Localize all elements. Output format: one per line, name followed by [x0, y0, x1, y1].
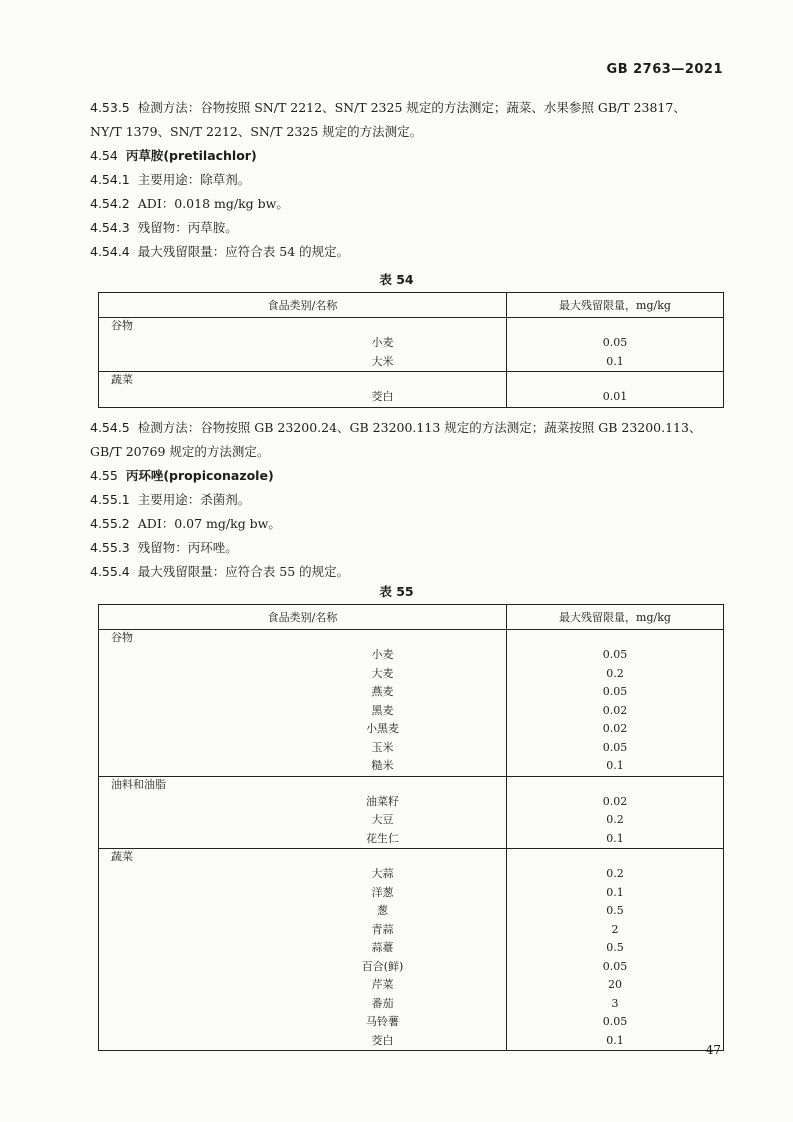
- table-row: [99, 353, 724, 372]
- clause-number: 4.55.1: [90, 492, 130, 507]
- clause-item: [90, 560, 722, 584]
- clause-number: 4.54.4: [90, 244, 130, 259]
- mrl-value: 0.05: [507, 683, 724, 702]
- mrl-value: 0.5: [507, 902, 724, 921]
- table-row: [99, 665, 724, 684]
- clause-item: [90, 240, 722, 264]
- mrl-value: 0.02: [507, 793, 724, 812]
- food-name: 花生仁: [99, 830, 507, 849]
- food-name: 芹菜: [99, 976, 507, 995]
- category-label: 谷物: [99, 318, 507, 335]
- mrl-value: 0.05: [507, 334, 724, 353]
- empty-cell: [507, 776, 724, 793]
- clause-text: 最大残留限量：应符合表 54 的规定。: [137, 244, 350, 259]
- food-name: 大米: [99, 353, 507, 372]
- paragraph-cont: NY/T 1379、SN/T 2212、SN/T 2325 规定的方法测定。: [90, 124, 423, 139]
- clause-number: 4.55.2: [90, 516, 130, 531]
- category-label: 蔬菜: [99, 849, 507, 866]
- residue-table-54: [98, 292, 724, 408]
- table-row: [99, 720, 724, 739]
- table-row: [99, 646, 724, 665]
- clause-item: [90, 536, 722, 560]
- clause-item: [90, 512, 722, 536]
- table-row: [99, 683, 724, 702]
- table-row: [99, 921, 724, 940]
- table-row: [99, 1032, 724, 1051]
- clause-item: [90, 168, 722, 192]
- food-name: 青蒜: [99, 921, 507, 940]
- mrl-value: 0.1: [507, 757, 724, 776]
- col-header-food: 食品类别/名称: [99, 293, 507, 318]
- heading-title: 丙环唑(propiconazole): [125, 468, 274, 483]
- clause-text: 检测方法：谷物按照 GB 23200.24、GB 23200.113 规定的方法测定；蔬菜按照 GB 23200.113、: [137, 420, 702, 435]
- mrl-value: 0.2: [507, 811, 724, 830]
- mrl-value: 0.02: [507, 702, 724, 721]
- category-row: [99, 318, 724, 335]
- table-row: [99, 865, 724, 884]
- paragraph: [90, 96, 722, 120]
- section-heading: [90, 144, 722, 168]
- food-name: 小麦: [99, 334, 507, 353]
- table-row: [99, 702, 724, 721]
- clause-text: 残留物：丙环唑。: [137, 540, 238, 555]
- table-row: [99, 757, 724, 776]
- mrl-value: 0.02: [507, 720, 724, 739]
- page-number: 47: [705, 1043, 721, 1057]
- food-name: 蒜薹: [99, 939, 507, 958]
- category-label: 蔬菜: [99, 372, 507, 389]
- food-name: 小黑麦: [99, 720, 507, 739]
- category-row: [99, 630, 724, 647]
- table-row: [99, 958, 724, 977]
- food-name: 玉米: [99, 739, 507, 758]
- category-row: [99, 776, 724, 793]
- section-4-53-5: [90, 96, 722, 264]
- food-name: 茭白: [99, 1032, 507, 1051]
- clause-text: 主要用途：杀菌剂。: [137, 492, 251, 507]
- table-row: [99, 884, 724, 903]
- mrl-value: 20: [507, 976, 724, 995]
- heading-number: 4.55: [90, 468, 118, 483]
- food-name: 小麦: [99, 646, 507, 665]
- clause-text: ADI：0.07 mg/kg bw。: [137, 516, 281, 531]
- section-4-54-5: [90, 416, 722, 584]
- category-row: [99, 372, 724, 389]
- clause-number: 4.55.3: [90, 540, 130, 555]
- clause-list: [90, 168, 722, 264]
- residue-table-55: [98, 604, 724, 1051]
- food-name: 大豆: [99, 811, 507, 830]
- clause-text: 最大残留限量：应符合表 55 的规定。: [137, 564, 350, 579]
- table-row: [99, 388, 724, 407]
- table-row: [99, 902, 724, 921]
- clause-number: 4.54.3: [90, 220, 130, 235]
- heading-number: 4.54: [90, 148, 118, 163]
- clause-text: 残留物：丙草胺。: [137, 220, 238, 235]
- food-name: 番茄: [99, 995, 507, 1014]
- clause-text: 检测方法：谷物按照 SN/T 2212、SN/T 2325 规定的方法测定；蔬菜、水果参照 GB/T 23817、: [137, 100, 686, 115]
- table-row: [99, 1013, 724, 1032]
- clause-text: ADI：0.018 mg/kg bw。: [137, 196, 289, 211]
- table-caption: 表 55: [379, 584, 414, 599]
- mrl-value: 0.1: [507, 353, 724, 372]
- col-header-food: 食品类别/名称: [99, 605, 507, 630]
- clause-number: 4.53.5: [90, 100, 130, 115]
- col-header-mrl: 最大残留限量，mg/kg: [507, 293, 724, 318]
- mrl-value: 0.05: [507, 646, 724, 665]
- table-row: [99, 334, 724, 353]
- category-row: [99, 849, 724, 866]
- clause-item: [90, 192, 722, 216]
- clause-number: 4.54.5: [90, 420, 130, 435]
- empty-cell: [507, 318, 724, 335]
- mrl-value: 0.05: [507, 1013, 724, 1032]
- food-name: 大蒜: [99, 865, 507, 884]
- table-row: [99, 830, 724, 849]
- clause-number: 4.55.4: [90, 564, 130, 579]
- food-name: 洋葱: [99, 884, 507, 903]
- table-row: [99, 793, 724, 812]
- food-name: 油菜籽: [99, 793, 507, 812]
- paragraph: [90, 416, 722, 440]
- clause-number: 4.54.1: [90, 172, 130, 187]
- col-header-mrl: 最大残留限量，mg/kg: [507, 605, 724, 630]
- clause-text: 主要用途：除草剂。: [137, 172, 251, 187]
- table-caption: 表 54: [379, 272, 414, 287]
- mrl-value: 0.05: [507, 958, 724, 977]
- paragraph-cont: GB/T 20769 规定的方法测定。: [90, 444, 270, 459]
- mrl-value: 0.2: [507, 865, 724, 884]
- mrl-value: 0.05: [507, 739, 724, 758]
- food-name: 马铃薯: [99, 1013, 507, 1032]
- mrl-value: 3: [507, 995, 724, 1014]
- category-label: 油料和油脂: [99, 776, 507, 793]
- food-name: 葱: [99, 902, 507, 921]
- section-heading: [90, 464, 722, 488]
- empty-cell: [507, 630, 724, 647]
- table-row: [99, 976, 724, 995]
- clause-item: [90, 216, 722, 240]
- mrl-value: 0.5: [507, 939, 724, 958]
- standard-code: GB 2763—2021: [606, 62, 723, 77]
- category-label: 谷物: [99, 630, 507, 647]
- table-row: [99, 939, 724, 958]
- mrl-value: 0.2: [507, 665, 724, 684]
- food-name: 百合(鲜): [99, 958, 507, 977]
- table-row: [99, 811, 724, 830]
- heading-title: 丙草胺(pretilachlor): [125, 148, 257, 163]
- food-name: 茭白: [99, 388, 507, 407]
- clause-item: [90, 488, 722, 512]
- mrl-value: 2: [507, 921, 724, 940]
- table-row: [99, 995, 724, 1014]
- mrl-value: 0.1: [507, 1032, 724, 1051]
- empty-cell: [507, 849, 724, 866]
- clause-number: 4.54.2: [90, 196, 130, 211]
- empty-cell: [507, 372, 724, 389]
- mrl-value: 0.1: [507, 884, 724, 903]
- clause-list: [90, 488, 722, 584]
- food-name: 大麦: [99, 665, 507, 684]
- food-name: 燕麦: [99, 683, 507, 702]
- table-row: [99, 739, 724, 758]
- food-name: 糙米: [99, 757, 507, 776]
- mrl-value: 0.1: [507, 830, 724, 849]
- mrl-value: 0.01: [507, 388, 724, 407]
- food-name: 黑麦: [99, 702, 507, 721]
